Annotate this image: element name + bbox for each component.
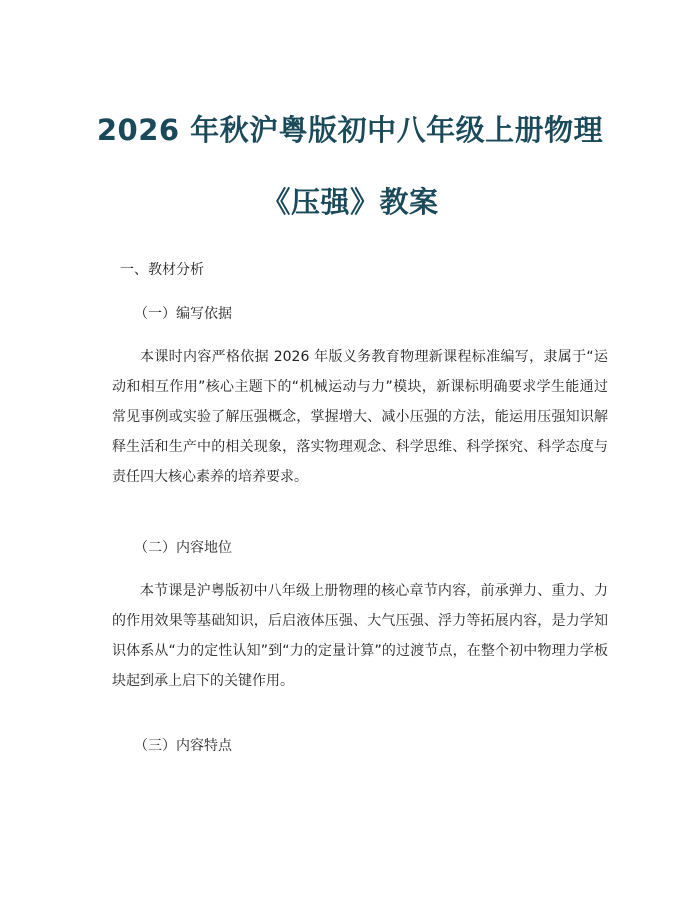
paragraph-position: 本节课是沪粤版初中八年级上册物理的核心章节内容，前承弹力、重力、力的作用效果等基础知识，后启液体压强、大气压强、浮力等拓展内容，是力学知识体系从“力的定性认知”到“力的定量计算”的过渡节点，在整个初中物理力学板块起到承上启下的关键作用。 — [112, 583, 608, 689]
document-title-line2: 《压强》教案 — [261, 185, 439, 219]
section-heading-textbook-analysis: 一、教材分析 — [120, 262, 204, 278]
subsection-heading-position: （二）内容地位 — [134, 540, 232, 556]
document-title-line1: 2026 年秋沪粤版初中八年级上册物理 — [96, 113, 604, 147]
paragraph-basis: 本课时内容严格依据 2026 年版义务教育物理新课程标准编写，隶属于“运动和相互作用”核心主题下的“机械运动与力”模块，新课标明确要求学生能通过常见事例或实验了解压强概念，掌握增大、减小压强的方法，能运用压强知识解释生活和生产中的相关现象，落实物理观念、科学思维、科学探究、科学态度与责任四大核心素养的培养要求。 — [112, 349, 608, 485]
subsection-heading-basis: （一）编写依据 — [134, 306, 232, 322]
subsection-heading-features: （三）内容特点 — [134, 738, 232, 754]
